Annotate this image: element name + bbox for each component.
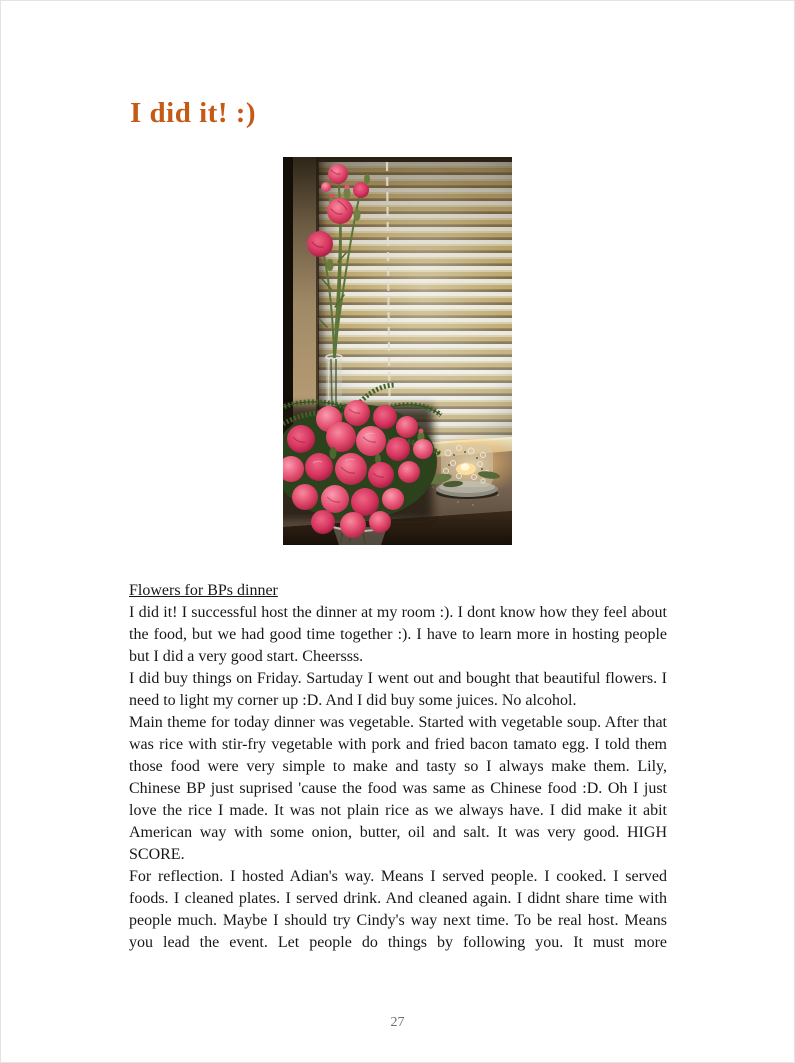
paragraph: Main theme for today dinner was vegetable. Started with vegetable soup. After that was rice with stir-fry vegetable with pork and fried bacon tamato egg. I told them those food were very simple to make and tasty so I always make them. Lily, Chinese BP just suprised 'cause the food was same as Chinese food :D. Oh I just love the rice I made. It was not plain rice as we always have. I did make it abit American way with some onion, butter, oil and salt. It was very good. HIGH SCORE. [129, 714, 667, 863]
flowers-photo [283, 157, 512, 545]
post-body [129, 602, 667, 954]
paragraph: For reflection. I hosted Adian's way. Means I served people. I cooked. I served foods. I cleaned plates. I served drink. And cleaned again. I didnt share time with people much. Maybe I should try Cindy's way next time. To be real host. Means you lead the event. Let people do things by following you. It must more [129, 868, 667, 951]
flowers-photo-art [283, 157, 512, 545]
page-number: 27 [390, 1015, 405, 1030]
post-text [129, 580, 667, 954]
paragraph: I did it! I successful host the dinner at my room :). I dont know how they feel about the food, but we had good time together :). I have to learn more in hosting people but I did a very good start. Cheersss. [129, 604, 667, 665]
post-heading: Flowers for BPs dinner [129, 582, 278, 599]
paragraph: I did buy things on Friday. Sartuday I went out and bought that beautiful flowers. I need to light my corner up :D. And I did buy some juices. No alcohol. [129, 670, 667, 709]
page-title: I did it! :) [130, 97, 257, 129]
